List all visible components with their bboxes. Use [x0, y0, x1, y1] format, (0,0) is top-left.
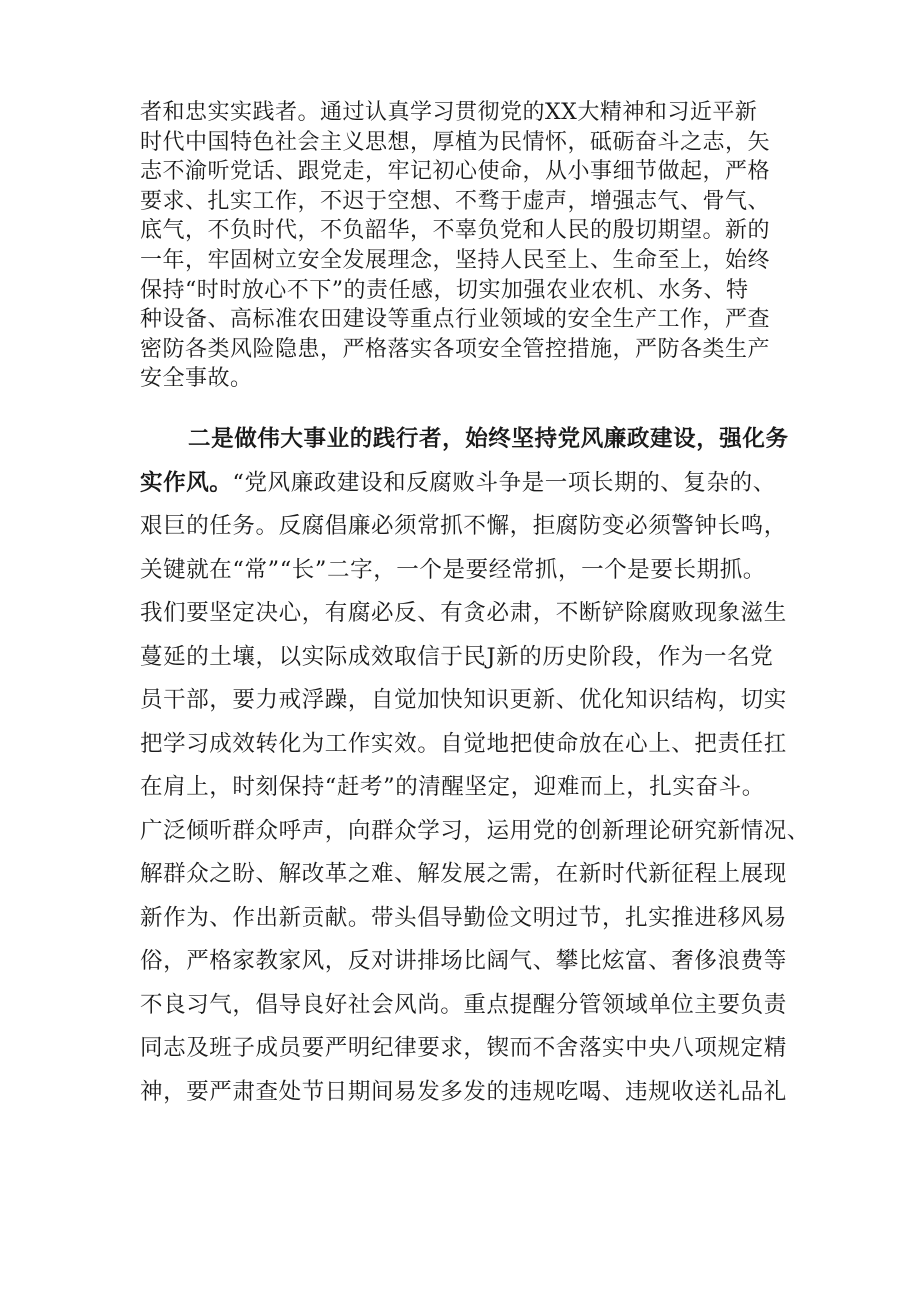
text-line: 广泛倾听群众呼声，向群众学习，运用党的创新理论研究新情况、 — [140, 817, 810, 844]
text-line: 要求、扎实工作，不迟于空想、不骛于虚声，增强志气、骨气、 — [140, 188, 771, 214]
text-line: 神，要严肃查处节日期间易发多发的违规吃喝、违规收送礼品礼 — [140, 1078, 787, 1105]
text-line: 一年，牢固树立安全发展理念，坚持人民至上、生命至上，始终 — [140, 247, 771, 273]
section-heading: 二是做伟大事业的践行者，始终坚持党风廉政建设，强化务 — [188, 426, 789, 452]
text-line: 保持“时时放心不下”的责任感，切实加强农业农机、水务、特 — [140, 277, 749, 303]
text-line: 不良习气，倡导良好社会风尚。重点提醒分管领域单位主要负责 — [140, 991, 787, 1018]
text-line: 俗，严格家教家风，反对讲排场比阔气、攀比炫富、奢侈浪费等 — [140, 948, 787, 974]
text-line: 艰巨的任务。反腐倡廉必须常抓不懈，拒腐防变必须警钟长鸣， — [140, 513, 787, 539]
text-line: 把学习成效转化为工作实效。自觉地把使命放在心上、把责任扛 — [140, 730, 787, 757]
text-line: 者和忠实实践者。通过认真学习贯彻党的XX大精神和习近平新 — [140, 100, 758, 125]
text-line: 安全事故。 — [140, 366, 253, 392]
section-heading-end: 实作风。 — [140, 469, 233, 496]
text-line: 时代中国特色社会主义思想，厚植为民情怀，砥砺奋斗之志，矢 — [140, 129, 771, 155]
text-line: 解群众之盼、解改革之难、解发展之需，在新时代新征程上展现 — [140, 861, 787, 887]
text-line-rest: “党风廉政建设和反腐败斗争是一项长期的、复杂的、 — [232, 469, 776, 496]
text-line: 志不渝听党话、跟党走，牢记初心使命，从小事细节做起，严格 — [140, 159, 771, 185]
text-line: 密防各类风险隐患，严格落实各项安全管控措施，严防各类生产 — [140, 336, 771, 362]
text-line: 种设备、高标准农田建设等重点行业领域的安全生产工作，严查 — [140, 307, 771, 333]
text-line: 蔓延的土壤，以实际成效取信于民J新的历史阶段，作为一名党 — [140, 643, 774, 670]
text-line: 同志及班子成员要严明纪律要求，锲而不舍落实中央八项规定精 — [140, 1035, 787, 1061]
text-line — [140, 462, 810, 506]
text-line: 在肩上，时刻保持“赶考”的清醒坚定，迎难而上，扎实奋斗。 — [140, 774, 765, 800]
text-line: 员干部，要力戒浮躁，自觉加快知识更新、优化知识结构，切实 — [140, 687, 787, 713]
text-line: 底气，不负时代，不负韶华，不辜负党和人民的殷切期望。新的 — [140, 218, 771, 244]
text-line: 关键就在“常”“长”二字，一个是要经常抓，一个是要长期抓。 — [140, 556, 766, 583]
text-line: 我们要坚定决心，有腐必反、有贪必肃，不断铲除腐败现象滋生 — [140, 600, 787, 626]
paragraph-2 — [140, 418, 810, 1114]
paragraph-1 — [140, 98, 800, 394]
text-line: 新作为、作出新贡献。带头倡导勤俭文明过节，扎实推进移风易 — [140, 904, 787, 931]
